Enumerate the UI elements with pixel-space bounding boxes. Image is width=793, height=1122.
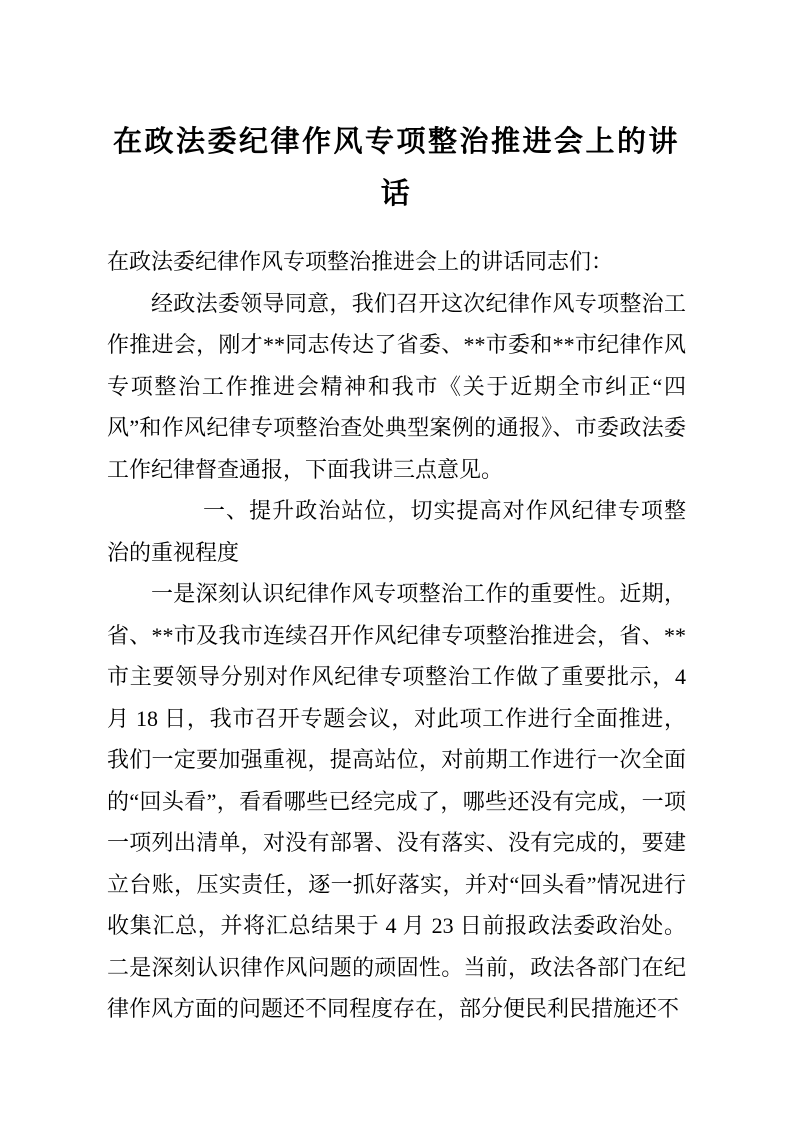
intro-paragraph: 经政法委领导同意，我们召开这次纪律作风专项整治工作推进会，刚才**同志传达了省委、**市委和**市纪律作风专项整治工作推进会精神和我市《关于近期全市纠正“四风”和作风纪律专项整治查处典型案例的通报》、市委政法委工作纪律督查通报，下面我讲三点意见。 (107, 290, 686, 482)
section-1-heading: 一、提升政治站位，切实提高对作风纪律专项整治的重视程度 (107, 498, 686, 565)
document-title: 在政法委纪律作风专项整治推进会上的讲话 (112, 126, 680, 210)
section-1-body-paragraph: 一是深刻认识纪律作风专项整治工作的重要性。近期，省、**市及我市连续召开作风纪律专项整治推进会，省、**市主要领导分别对作风纪律专项整治工作做了重要批示，4 月 18 日，我市召开专题会议，对此项工作进行全面推进，我们一定要加强重视，提高站位，对前期工作进行一次全面的“回头看”，看看哪些已经完成了，哪些还没有完成，一项一项列出清单，对没有部署、没有落实、没有完成的，要建立台账，压实责任，逐一抓好落实，并对“回头看”情况进行收集汇总，并将汇总结果于 4 月 23 日前报政法委政治处。二是深刻认识律作风问题的顽固性。当前，政法各部门在纪律作风方面的问题还不同程度存在，部分便民利民措施还不 (107, 581, 686, 1021)
salutation-paragraph: 在政法委纪律作风专项整治推进会上的讲话同志们： (107, 249, 614, 274)
document-body (107, 241, 686, 1030)
